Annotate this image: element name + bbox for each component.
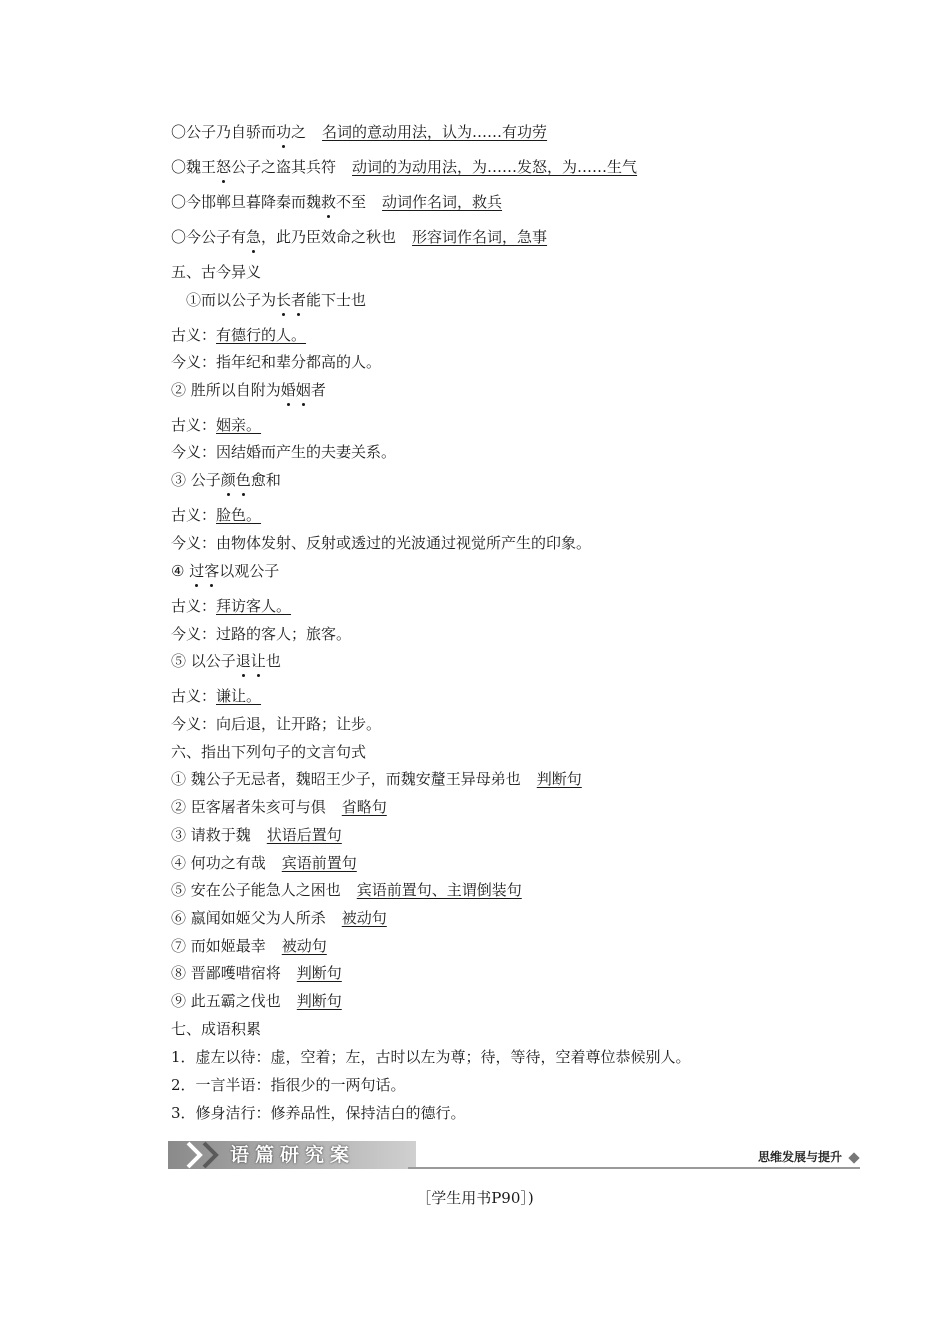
idiom-item: 1．虚左以待：虚，空着；左，古时以左为尊；待，等待，空着尊位恭候别人。 [171, 1048, 691, 1066]
ancient-meaning: 古义：姻亲。 [171, 416, 262, 434]
modern-meaning: 今义：由物体发射、反射或透过的光波通过视觉所产生的印象。 [171, 534, 592, 552]
modern-meaning: 今义：指年纪和辈分都高的人。 [171, 353, 382, 371]
usage-line: 〇今公子有急，此乃臣效命之秋也 形容词作名词，急事 [171, 228, 548, 246]
sentence-pattern-item: ② 臣客屠者朱亥可与俱 省略句 [171, 798, 387, 816]
answer-text: 形容词作名词，急事 [412, 228, 548, 246]
page-reference: ［学生用书P90］) [416, 1189, 534, 1207]
section-heading: 七、成语积累 [171, 1020, 262, 1038]
example-sentence: ①而以公子为长者能下士也 [186, 291, 367, 309]
example-sentence: ④ 过客以观公子 [171, 562, 280, 580]
idiom-item: 2．一言半语：指很少的一两句话。 [171, 1076, 406, 1094]
diamond-icon [848, 1152, 859, 1163]
sentence-pattern-item: ① 魏公子无忌者，魏昭王少子，而魏安釐王异母弟也 判断句 [171, 770, 582, 788]
section-heading: 五、古今异义 [171, 263, 262, 281]
modern-meaning: 今义：因结婚而产生的夫妻关系。 [171, 443, 397, 461]
sentence-pattern-item: ⑤ 安在公子能急人之困也 宾语前置句、主谓倒装句 [171, 881, 522, 899]
sentence-pattern-item: ⑨ 此五霸之伐也 判断句 [171, 992, 342, 1010]
section-banner [168, 1137, 860, 1171]
ancient-meaning: 古义：谦让。 [171, 687, 262, 705]
sentence-pattern-item: ③ 请救于魏 状语后置句 [171, 826, 342, 844]
chevron-right-icon [198, 1141, 226, 1169]
answer-text: 名词的意动用法，认为……有功劳 [322, 123, 548, 141]
example-sentence: ② 胜所以自附为婚姻者 [171, 381, 326, 399]
usage-line: 〇公子乃自骄而功之 名词的意动用法，认为……有功劳 [171, 123, 548, 141]
sentence-pattern-item: ⑥ 嬴闻如姬父为人所杀 被动句 [171, 909, 387, 927]
ancient-meaning: 古义：脸色。 [171, 506, 262, 524]
ancient-meaning: 古义：有德行的人。 [171, 326, 307, 344]
answer-text: 动词作名词，救兵 [382, 193, 503, 211]
banner-subtitle: 思维发展与提升 [757, 1150, 842, 1164]
sentence-pattern-item: ⑦ 而如姬最幸 被动句 [171, 937, 327, 955]
ancient-meaning: 古义：拜访客人。 [171, 597, 292, 615]
modern-meaning: 今义：过路的客人；旅客。 [171, 625, 352, 643]
example-sentence: ⑤ 以公子退让也 [171, 652, 281, 670]
banner-title: 语篇研究案 [230, 1144, 356, 1166]
banner-divider [408, 1167, 860, 1169]
answer-text: 动词的为动用法，为……发怒，为……生气 [352, 158, 638, 176]
modern-meaning: 今义：向后退，让开路；让步。 [171, 715, 382, 733]
usage-line: 〇今邯郸旦暮降秦而魏救不至 动词作名词，救兵 [171, 192, 528, 212]
usage-line: 〇魏王怒公子之盗其兵符 动词的为动用法，为……发怒，为……生气 [171, 158, 638, 176]
idiom-item: 3．修身洁行：修养品性，保持洁白的德行。 [171, 1104, 466, 1122]
sentence-pattern-item: ⑧ 晋鄙嚄唶宿将 判断句 [171, 964, 342, 982]
sentence-pattern-item: ④ 何功之有哉 宾语前置句 [171, 854, 357, 872]
example-sentence: ③ 公子颜色愈和 [171, 471, 281, 489]
section-heading: 六、指出下列句子的文言句式 [171, 743, 367, 761]
